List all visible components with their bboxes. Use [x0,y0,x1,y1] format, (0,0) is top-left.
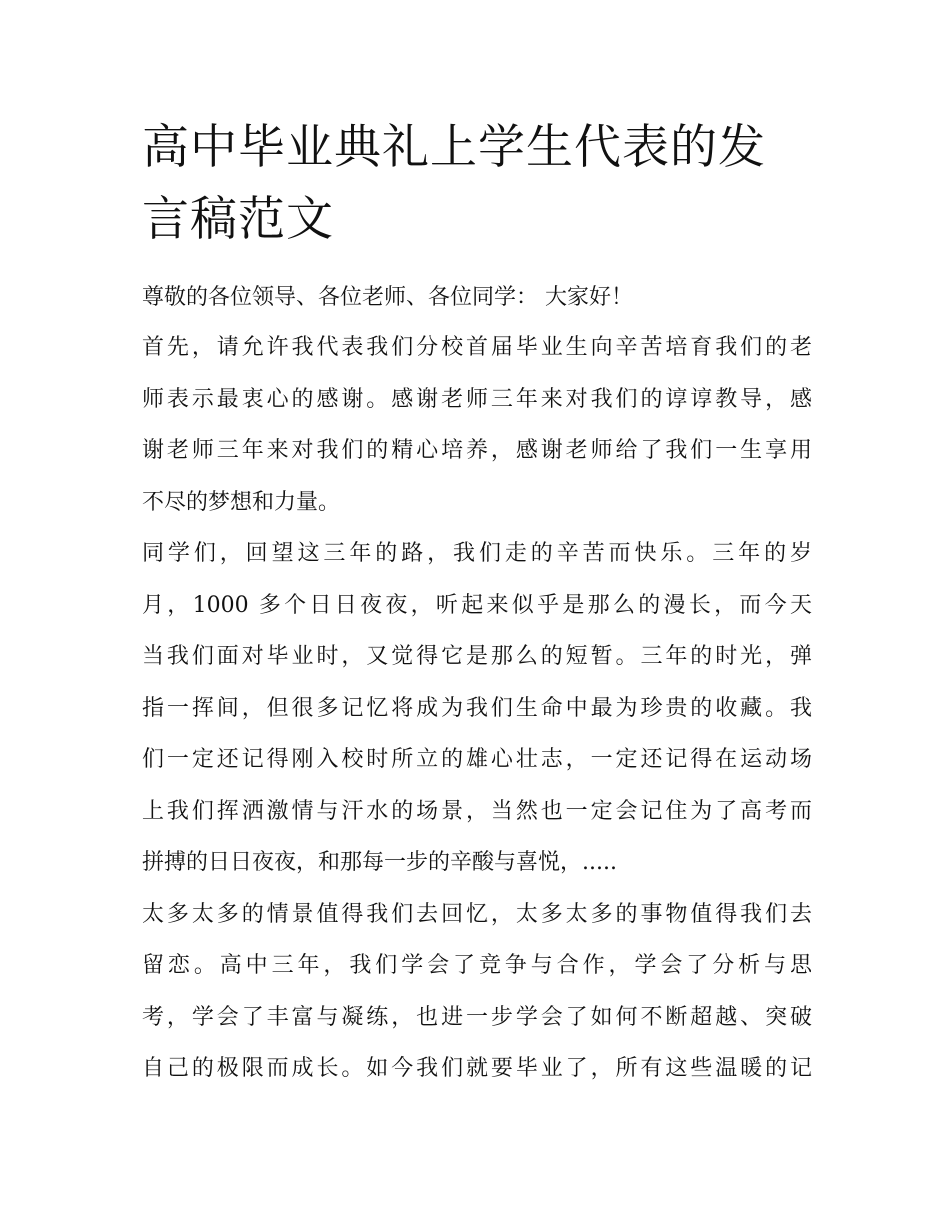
title-line: 言稿范文 [142,192,334,247]
text-line: 首先，请允许我代表我们分校首届毕业生向辛苦培育我们的老 [142,335,812,360]
text-line: 留恋。高中三年，我们学会了竞争与合作，学会了分析与思 [142,953,812,978]
greeting: 尊敬的各位领导、各位老师、各位同学： 大家好！ [142,285,633,310]
text-line: 们一定还记得刚入校时所立的雄心壮志，一定还记得在运动场 [142,747,812,772]
paragraph-1 [142,322,812,528]
document-page [142,112,812,1095]
text-line: 自己的极限而成长。如今我们就要毕业了，所有这些温暖的记 [142,1056,812,1081]
text-line: 谢老师三年来对我们的精心培养，感谢老师给了我们一生享用 [142,438,812,463]
text-line: 拼搏的日日夜夜，和那每一步的辛酸与喜悦，..... [142,850,617,875]
document-title [142,112,812,256]
paragraph-2 [142,528,812,889]
text-line: 上我们挥洒激情与汗水的场景，当然也一定会记住为了高考而 [142,798,812,824]
text-line: 师表示最衷心的感谢。感谢老师三年来对我们的谆谆教导，感 [142,386,812,412]
text-line: 不尽的梦想和力量。 [142,489,341,515]
text-line: 同学们，回望这三年的路，我们走的辛苦而快乐。三年的岁 [142,541,812,566]
text-line: 当我们面对毕业时，又觉得它是那么的短暂。三年的时光，弹 [142,644,812,669]
text-line: 太多太多的情景值得我们去回忆，太多太多的事物值得我们去 [142,901,812,927]
text-line: 考，学会了丰富与凝练，也进一步学会了如何不断超越、突破 [142,1004,812,1030]
paragraph-3 [142,889,812,1095]
text-line: 指一挥间，但很多记忆将成为我们生命中最为珍贵的收藏。我 [142,695,812,721]
title-line: 高中毕业典礼上学生代表的发 [142,120,766,175]
text-line: 月，1000 多个日日夜夜，听起来似乎是那么的漫长，而今天 [142,592,812,618]
